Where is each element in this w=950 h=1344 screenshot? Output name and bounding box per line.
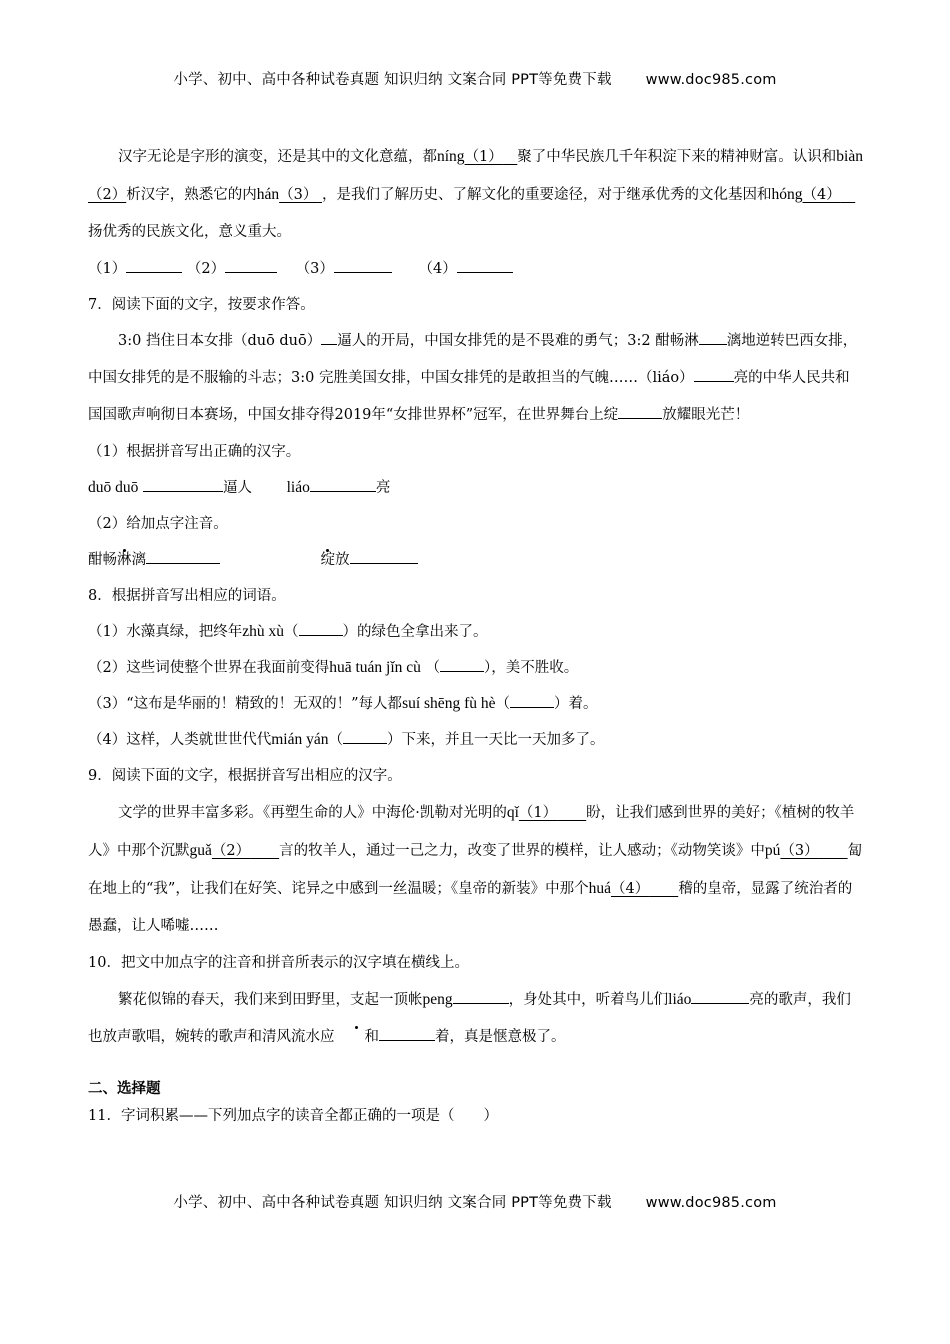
q8-blank-4[interactable] <box>343 729 387 744</box>
q8-blank-3[interactable] <box>510 693 554 708</box>
q9-blank-4[interactable]: （4） <box>610 881 650 897</box>
q7-sub1-blank-2[interactable] <box>310 477 376 492</box>
section-2-title: 二、选择题 <box>88 1081 161 1097</box>
q9-passage: 文学的世界丰富多彩。《再塑生命的人》中海伦·凯勒对光明的qǐ（1） 盼，让我们感到世界的美好；《植树的牧羊人》中那个沉默guǎ（2） 言的牧羊人，通过一己之力，改变了世界的模样，让人感动；《动物笑谈》中pú（3） 匐在地上的“我”，让我们在好笑、诧异之中感到一丝温暖；《皇帝的新装》中那个huá（4） 稽的皇帝，显露了统治者的愚蠢，让人唏嘘…… <box>88 804 863 934</box>
q6-passage: 汉字无论是字形的演变，还是其中的文化意蕴，都níng（1） 聚了中华民族几千年积淀下来的精神财富。认识和biàn（2）析汉字，熟悉它的内hán（3） ，是我们了解历史、了解文化的重要途径，对于继承优秀的文化基因和hóng（4） 扬优秀的民族文化，意义重大。 <box>88 148 863 240</box>
q11-title: 11．字词积累——下列加点字的读音全都正确的一项是（ ） <box>88 1108 498 1124</box>
footer-site: www.doc985.com <box>645 1195 777 1211</box>
footer-text: 小学、初中、高中各种试卷真题 知识归纳 文案合同 PPT等免费下载 <box>173 1195 612 1211</box>
q6-blank-2[interactable]: （2） <box>88 187 127 203</box>
q7-sub2-blank-1[interactable] <box>146 549 220 564</box>
q8-item: （3）“这布是华丽的！精致的！无双的！”每人都suí shēng fù hè（ ）着。 <box>88 695 598 712</box>
q10-blank-3[interactable] <box>379 1026 435 1041</box>
q7-sub1-answers: duō duō 逼人 liáo 亮 <box>88 479 391 496</box>
q9-blank-1[interactable]: （1） <box>518 805 558 821</box>
q7-blank-lin[interactable] <box>699 330 727 345</box>
q7-sub2: （2）给加点字注音。 <box>88 516 228 532</box>
document-body <box>88 138 863 1130</box>
q9-title: 9．阅读下面的文字，根据拼音写出相应的汉字。 <box>88 768 402 784</box>
q6-answer-3[interactable] <box>334 258 392 273</box>
header-text: 小学、初中、高中各种试卷真题 知识归纳 文案合同 PPT等免费下载 <box>173 72 612 88</box>
q6-blank-3[interactable]: （3） <box>279 187 318 203</box>
q6-answer-4[interactable] <box>457 258 513 273</box>
q7-passage: 3:0 挡住日本女排（duō duō） 逼人的开局，中国女排凭的是不畏难的勇气；3:2 酣畅淋 漓地逆转巴西女排，中国女排凭的是不服输的斗志；3:0 完胜美国女排，中国女排凭的是敢担当的气魄……（liáo） 亮的中华人民共和国国歌声响彻日本赛场，中国女排夺得2019年“女排世界杯”冠军，在世界舞台上绽 放耀眼光芒！ <box>88 323 863 434</box>
q10-blank-2[interactable] <box>691 989 749 1004</box>
q8-title: 8．根据拼音写出相应的词语。 <box>88 588 286 604</box>
q10-passage: 繁花似锦的春天，我们来到田野里，支起一顶帐peng ，身处其中，听着鸟儿们liáo 亮的歌声，我们也放声歌唱，婉转的歌声和清风流水应 和 着，真是惬意极了。 <box>88 981 863 1056</box>
q6-blank-4[interactable]: （4） <box>802 187 841 203</box>
q6-answer-1[interactable] <box>126 258 182 273</box>
q10-blank-1[interactable] <box>453 989 509 1004</box>
q7-blank-liao[interactable] <box>694 367 734 382</box>
q7-sub1-blank-1[interactable] <box>143 477 223 492</box>
q8-blank-2[interactable] <box>440 657 484 672</box>
q7-title: 7．阅读下面的文字，按要求作答。 <box>88 297 315 313</box>
q8-blank-1[interactable] <box>299 621 343 636</box>
page-footer <box>0 1191 950 1212</box>
q9-blank-3[interactable]: （3） <box>780 843 819 859</box>
page-header <box>0 68 950 89</box>
q8-item: （1）水藻真绿，把终年zhù xù（ ）的绿色全拿出来了。 <box>88 623 488 640</box>
q7-sub2-blank-2[interactable] <box>350 549 418 564</box>
q6-answer-2[interactable] <box>225 258 277 273</box>
q7-blank-zhan[interactable] <box>618 404 662 419</box>
header-site: www.doc985.com <box>645 72 777 88</box>
q6-blank-1[interactable]: （1） <box>464 149 503 165</box>
q10-title: 10．把文中加点字的注音和拼音所表示的汉字填在横线上。 <box>88 955 469 971</box>
q7-sub1: （1）根据拼音写出正确的汉字。 <box>88 444 301 460</box>
q7-sub2-answers: 酣畅淋漓 绽放 <box>88 542 863 578</box>
q7-blank-duoduo[interactable] <box>321 330 337 345</box>
q8-item: （4）这样，人类就世世代代mián yán（ ）下来，并且一天比一天加多了。 <box>88 731 605 748</box>
q8-item: （2）这些词使整个世界在我面前变得huā tuán jǐn cù （ ），美不胜收。 <box>88 659 579 676</box>
q6-answers: （1） （2） （3） （4） <box>88 251 863 287</box>
q9-blank-2[interactable]: （2） <box>211 843 251 859</box>
